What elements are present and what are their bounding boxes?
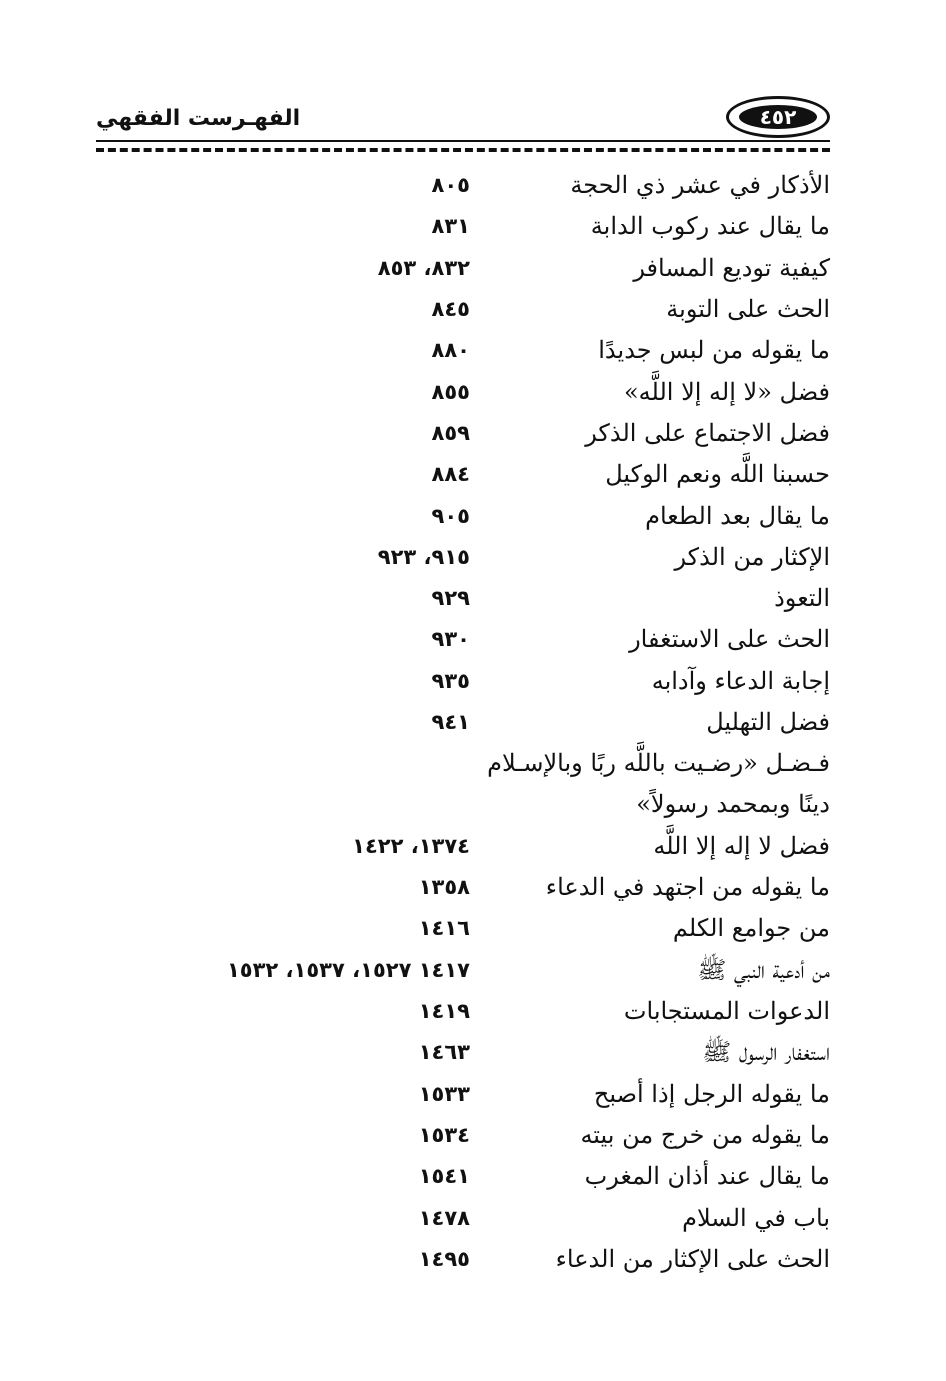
entry-pages: ١٤٩٥ [418, 1246, 470, 1271]
entry-topic: استغفار الرسول ﷺ [702, 1038, 830, 1067]
entry-topic: من جوامع الكلم [672, 914, 830, 943]
entry-topic: فضل لا إله إلا اللَّه [653, 831, 830, 860]
entry-topic: ما يقال عند ركوب الدابة [590, 212, 830, 241]
entry-topic: ما يقوله من لبس جديدًا [598, 336, 830, 365]
entry-topic: الحث على الاستغفار [629, 625, 830, 654]
entry-topic: كيفية توديع المسافر [633, 253, 830, 282]
entry-pages: ٩٤١ [431, 710, 470, 734]
entry-pages: ٩٣٥ [431, 668, 470, 693]
index-entry [150, 702, 830, 743]
entry-pages: ٨٤٥ [431, 297, 470, 322]
entry-pages: ١٣٥٨ [418, 875, 470, 900]
running-title: الفهـرست الفقهي [96, 106, 301, 131]
entry-pages: ٩٣٠ [431, 627, 470, 652]
entry-pages: ١٤٧٨ [418, 1205, 470, 1230]
entry-topic: فضل الاجتماع على الذكر [585, 418, 830, 447]
entry-pages: ٩٢٩ [431, 586, 470, 611]
index-entry [150, 289, 830, 330]
index-entry [150, 1239, 830, 1280]
index-entry [150, 908, 830, 949]
index-entry [150, 165, 830, 206]
index-entry [150, 537, 830, 578]
entry-topic: ما يقال بعد الطعام [645, 501, 830, 530]
index-list [150, 165, 830, 1280]
entry-pages: ٨٨٤ [431, 462, 470, 487]
entry-pages: ٨٥٩ [431, 420, 470, 445]
entry-pages: ٨٣١ [431, 214, 470, 239]
entry-topic: الحث على الإكثار من الدعاء [555, 1244, 830, 1273]
index-entry [150, 330, 830, 371]
entry-topic: ما يقوله من اجتهد في الدعاء [545, 873, 830, 902]
entry-pages: ١٤٦٣ [418, 1040, 470, 1065]
index-entry [150, 248, 830, 289]
index-entry [150, 826, 830, 867]
index-entry [150, 454, 830, 495]
header-rule [96, 140, 830, 142]
entry-pages: ١٥٣٣ [418, 1081, 470, 1106]
header-dashed-rule [96, 148, 830, 152]
entry-topic: التعوذ [774, 584, 830, 613]
entry-topic: فضل التهليل [706, 708, 830, 736]
entry-topic: ما يقال عند أذان المغرب [584, 1162, 830, 1191]
entry-pages: ٩١٥، ٩٢٣ [377, 544, 470, 569]
entry-topic: الحث على التوبة [666, 295, 830, 324]
entry-pages: ١٥٤١ [418, 1164, 470, 1189]
entry-pages: ١٣٧٤، ١٤٢٢ [352, 833, 470, 858]
entry-topic: باب في السلام [682, 1203, 830, 1232]
entry-pages: ٨٨٠ [431, 338, 470, 363]
index-entry [150, 495, 830, 536]
entry-pages: ٨٠٥ [431, 173, 470, 198]
entry-pages: ١٥٣٤ [418, 1122, 470, 1147]
entry-topic: من أدعية النبي ﷺ [697, 955, 830, 984]
index-entry [150, 991, 830, 1032]
index-entry [150, 1074, 830, 1115]
entry-pages: ٨٥٥ [431, 379, 470, 404]
entry-topic: إجابة الدعاء وآدابه [651, 666, 830, 695]
index-entry [150, 413, 830, 454]
index-entry [150, 661, 830, 702]
index-entry [150, 1197, 830, 1238]
entry-topic: فـضـل «رضـيت باللَّه ربًا وبالإسـلام دينًا وبمحمد رسولاً» [487, 749, 830, 819]
index-entry [150, 1115, 830, 1156]
index-entry [150, 619, 830, 660]
entry-topic: الإكثار من الذكر [674, 542, 830, 571]
entry-topic: ما يقوله من خرج من بيته [580, 1120, 830, 1149]
entry-pages: ١٤١٧ ١٥٢٧، ١٥٣٧، ١٥٣٢ [226, 957, 470, 982]
page-number-badge [726, 96, 830, 138]
index-entry [150, 950, 830, 991]
index-entry [150, 743, 830, 826]
entry-topic: حسبنا اللَّه ونعم الوكيل [605, 460, 830, 489]
page-header [96, 96, 830, 140]
index-entry [150, 371, 830, 412]
page-number: ٤٥٢ [739, 105, 817, 129]
entry-topic: الأذكار في عشر ذي الحجة [570, 171, 830, 200]
index-entry [150, 1156, 830, 1197]
index-entry [150, 578, 830, 619]
entry-pages: ٩٠٥ [431, 503, 470, 528]
index-entry [150, 867, 830, 908]
entry-topic: ما يقوله الرجل إذا أصبح [593, 1079, 830, 1108]
entry-topic: الدعوات المستجابات [623, 997, 830, 1026]
entry-topic: فضل «لا إله إلا اللَّه» [623, 377, 830, 406]
index-entry [150, 206, 830, 247]
entry-pages: ١٤١٦ [418, 916, 470, 941]
index-entry [150, 1032, 830, 1073]
entry-pages: ١٤١٩ [418, 999, 470, 1024]
entry-pages: ٨٣٢، ٨٥٣ [377, 255, 470, 280]
